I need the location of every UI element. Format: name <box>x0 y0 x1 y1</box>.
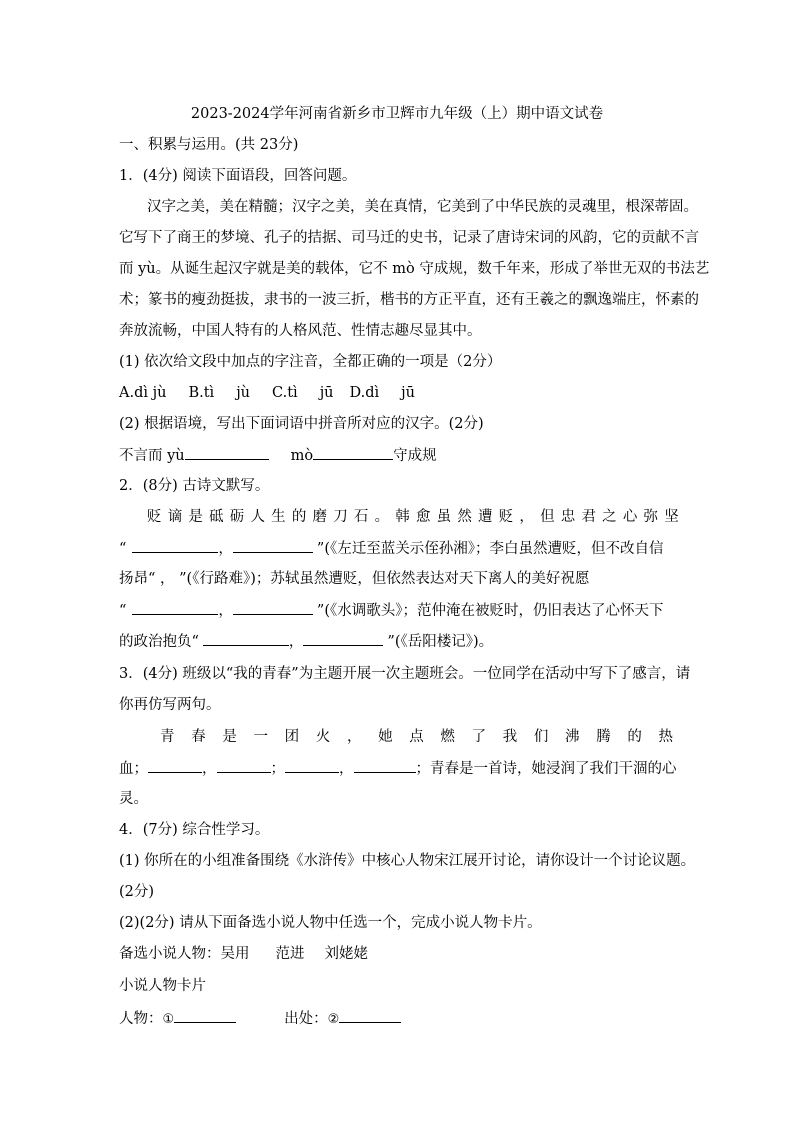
char: 生 <box>271 509 286 525</box>
char: 砺 <box>229 509 245 525</box>
char: 但 <box>540 509 555 525</box>
char: 春 <box>191 729 206 745</box>
q2-stem: 2．(8分) 古诗文默写。 <box>119 478 270 494</box>
answer-blank[interactable] <box>148 758 202 773</box>
answer-blank[interactable] <box>203 631 289 646</box>
candidate-label: 备选小说人物：吴用 <box>119 946 250 962</box>
answer-blank[interactable] <box>303 631 383 646</box>
char: ， <box>346 729 362 745</box>
option-d-2: jū <box>401 385 416 401</box>
char: 的 <box>627 729 642 745</box>
char: 热 <box>658 729 673 745</box>
fill-label-2: mò <box>290 448 314 464</box>
q1-passage-line: 而 yù。从诞生起汉字就是美的载体，它不 mò 守成规，数千年来，形成了举世无双的书法艺 <box>119 261 710 277</box>
char: 人 <box>250 509 265 525</box>
answer-blank[interactable] <box>233 600 313 615</box>
q1-passage-line: 汉字之美，美在精髓；汉字之美，美在真情，它美到了中华民族的灵魂里，根深蒂固。 <box>147 199 698 215</box>
q1-fill-line <box>119 445 679 466</box>
comma: ， <box>202 761 217 777</box>
q1-sub1: (1) 依次给文段中加点的字注音，全都正确的一项是（2分） <box>119 354 502 370</box>
char: 石 <box>353 509 369 525</box>
char: 是 <box>188 509 203 525</box>
q2-line-5 <box>119 631 679 652</box>
q2-line-1 <box>147 507 679 527</box>
q4-sub1-points: (2分) <box>119 884 155 900</box>
circle-one-icon: ① <box>162 1012 175 1027</box>
answer-blank[interactable] <box>132 538 218 553</box>
char: 团 <box>284 729 300 745</box>
comma: ， <box>288 634 304 650</box>
q3-text: 血； <box>119 761 148 777</box>
semicolon: ； <box>270 761 285 777</box>
q3-text: ；青春是一首诗，她浸润了我们干涸的心 <box>415 761 677 777</box>
candidate: 范进 <box>275 946 305 962</box>
q2-line-3: 扬昂“ ， ”(《行路难》)；苏轼虽然遭贬，但依然表达对天下离人的美好祝愿 <box>119 571 590 587</box>
char: 遭 <box>478 509 493 525</box>
q2-text: ”(《左迁至蓝关示侄孙湘》；李白虽然遭贬，但不改自信 <box>316 541 664 557</box>
answer-blank[interactable] <box>285 758 339 773</box>
q3-line-2 <box>119 758 679 779</box>
q4-sub1: (1) 你所在的小组准备围绕《水浒传》中核心人物宋江展开讨论，请你设计一个讨论议题。 <box>119 853 696 869</box>
q1-passage-line: 奔放流畅，中国人特有的人格风范、性情志趣尽显其中。 <box>119 323 482 339</box>
q1-passage-line: 它写下了商王的梦境、孔子的拮据、司马迁的史书，记录了唐诗宋词的风韵，它的贡献不言 <box>119 230 699 246</box>
q3-line-1 <box>160 727 673 747</box>
option-b: B.tì <box>188 385 215 401</box>
char: 刀 <box>333 509 348 525</box>
char: 坚 <box>664 509 679 525</box>
person-answer-blank[interactable] <box>174 1008 236 1023</box>
fill-label-3: 守成规 <box>393 448 437 464</box>
char: 磨 <box>312 509 327 525</box>
char: 然 <box>457 509 472 525</box>
char: 腾 <box>596 729 611 745</box>
circle-two-icon: ② <box>327 1012 340 1027</box>
q2-text: 的政治抱负“ <box>119 634 199 650</box>
comma: ， <box>218 541 233 557</box>
comma: ， <box>218 603 233 619</box>
q2-text: ”(《岳阳楼记》)。 <box>387 634 494 650</box>
q3-stem: 3．(4分) 班级以“我的青春”为主题开展一次主题班会。一位同学在活动中写下了感言，请 <box>119 666 691 682</box>
char: 我 <box>502 729 518 745</box>
char: 弥 <box>643 509 658 525</box>
quote-open: “ <box>119 541 127 557</box>
char: 之 <box>602 509 617 525</box>
char: 君 <box>581 509 596 525</box>
answer-blank[interactable] <box>217 758 271 773</box>
q2-line-4 <box>119 600 679 621</box>
section-heading: 一、积累与运用。(共 23分) <box>119 137 299 153</box>
q2-text: ”(《水调歌头》；范仲淹在被贬时，仍旧表达了心怀天下 <box>316 603 664 619</box>
char: 。 <box>374 509 390 525</box>
candidate: 刘姥姥 <box>324 946 368 962</box>
char: 沸 <box>565 729 580 745</box>
char: 忠 <box>560 509 576 525</box>
card-fields <box>119 1008 679 1030</box>
char: 一 <box>253 729 268 745</box>
q4-sub2: (2)(2分) 请从下面备选小说人物中任选一个，完成小说人物卡片。 <box>119 915 542 931</box>
char: 贬 <box>498 509 514 525</box>
q4-candidates <box>119 944 679 964</box>
char: 愈 <box>415 509 431 525</box>
option-b-2: jù <box>236 385 251 401</box>
answer-blank[interactable] <box>132 600 218 615</box>
char: ， <box>519 509 534 525</box>
answer-blank[interactable] <box>313 445 393 460</box>
char: 的 <box>291 509 307 525</box>
option-d: D.dì <box>349 385 380 401</box>
q1-passage-line: 术；篆书的瘦劲挺拔，隶书的一波三折，楷书的方正平直，还有王羲之的飘逸端庄，怀素的 <box>119 292 699 308</box>
q1-options <box>119 383 679 403</box>
char: 谪 <box>167 509 183 525</box>
person-label: 人物： <box>119 1011 163 1027</box>
q1-sub2: (2) 根据语境，写出下面词语中拼音所对应的汉字。(2分) <box>119 416 484 432</box>
card-title: 小说人物卡片 <box>119 978 206 994</box>
char: 心 <box>622 509 638 525</box>
option-a: A.dì jù <box>119 385 167 401</box>
source-label: 出处： <box>284 1011 328 1027</box>
q3-line-3: 灵。 <box>119 791 148 807</box>
char: 贬 <box>147 509 162 525</box>
quote-open: “ <box>119 603 127 619</box>
char: 是 <box>222 729 237 745</box>
q2-line-2 <box>119 538 679 559</box>
fill-label-1: 不言而 yù <box>119 448 185 464</box>
option-c-2: jū <box>319 385 334 401</box>
char: 砥 <box>209 509 224 525</box>
char: 韩 <box>395 509 410 525</box>
page-title: 2023-2024学年河南省新乡市卫辉市九年级（上）期中语文试卷 <box>190 106 604 122</box>
char: 了 <box>471 729 487 745</box>
comma: ， <box>339 761 354 777</box>
answer-blank[interactable] <box>185 445 269 460</box>
char: 燃 <box>440 729 455 745</box>
char: 虽 <box>436 509 452 525</box>
char: 她 <box>378 729 393 745</box>
q3-stem-2: 你再仿写两句。 <box>119 697 221 713</box>
answer-blank[interactable] <box>354 758 416 773</box>
answer-blank[interactable] <box>233 538 313 553</box>
char: 火 <box>315 729 331 745</box>
q1-stem: 1．(4分) 阅读下面语段，回答问题。 <box>119 168 357 184</box>
char: 青 <box>160 729 175 745</box>
char: 们 <box>533 729 549 745</box>
source-answer-blank[interactable] <box>339 1008 401 1023</box>
q4-stem: 4．(7分) 综合性学习。 <box>119 822 270 838</box>
option-c: C.tì <box>272 385 298 401</box>
char: 点 <box>409 729 424 745</box>
